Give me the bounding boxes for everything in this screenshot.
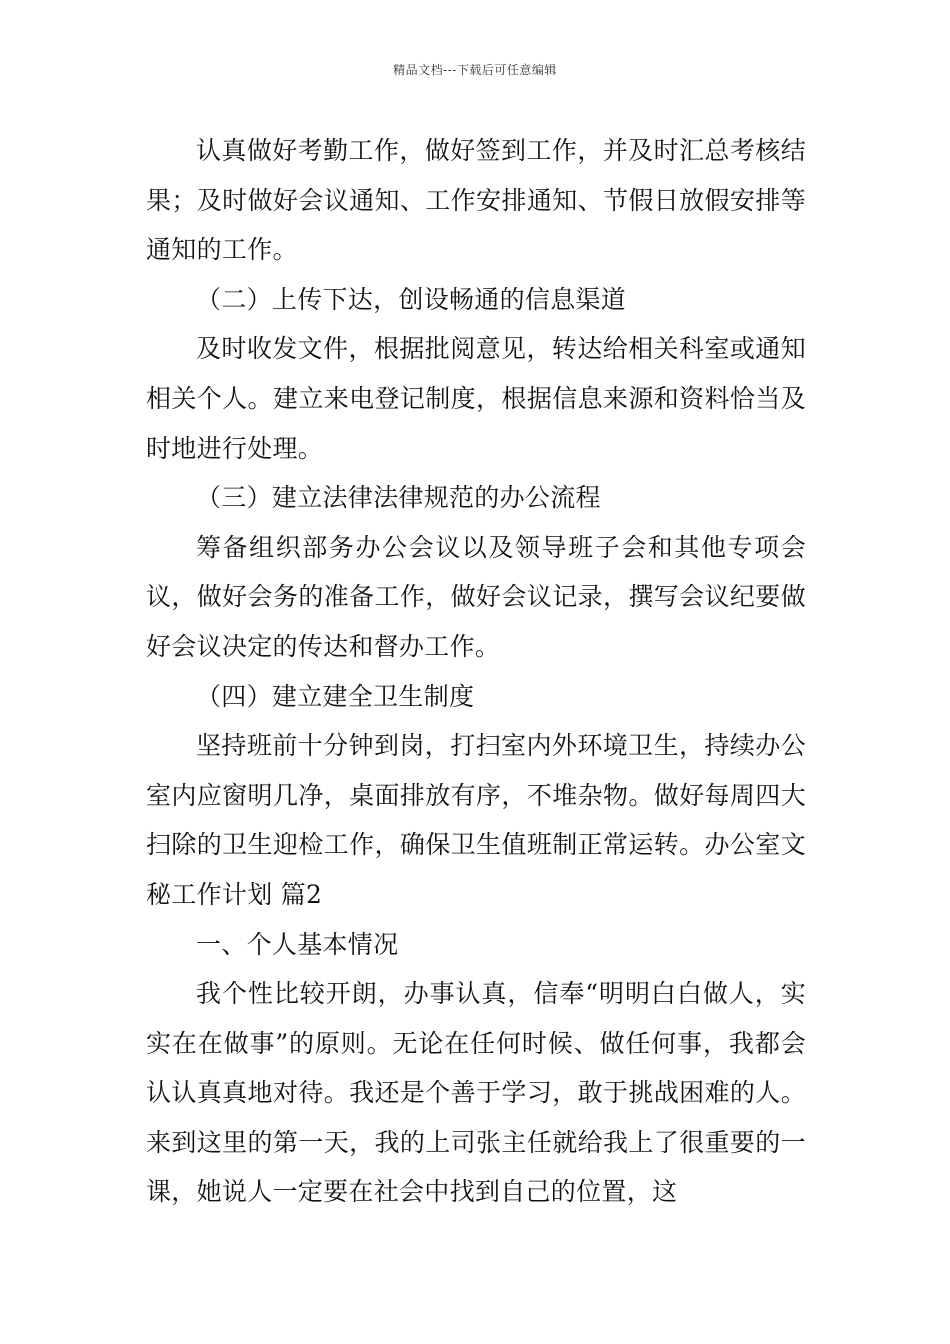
paragraph-meetings: 筹备组织部务办公会议以及领导班子会和其他专项会议，做好会务的准备工作，做好会议记录，撰写会议纪要做好会议决定的传达和督办工作。 [146,532,806,661]
paragraph-personal: 我个性比较开朗，办事认真，信奉“明明白白做人，实实在在做事”的原则。无论在任何时候、做任何事，我都会认认真真地对待。我还是个善于学习，敢于挑战困难的人。来到这里的第一天，我的上司张主任就给我上了很重要的一课，她说人一定要在社会中找到自己的位置，这 [146,979,806,1207]
heading-personal-info: 一、个人基本情况 [196,929,399,959]
paragraph-documents: 及时收发文件，根据批阅意见，转达给相关科室或通知相关个人。建立来电登记制度，根据信息来源和资料恰当及时地进行处理。 [146,334,806,463]
document-body [146,126,806,1217]
heading-section-4: （四）建立建全卫生制度 [196,681,475,711]
paragraph-hygiene: 坚持班前十分钟到岗，打扫室内外环境卫生，持续办公室内应窗明几净，桌面排放有序，不堆杂物。做好每周四大扫除的卫生迎检工作，确保卫生值班制正常运转。办公室文秘工作计划 篇2 [146,731,806,909]
page-header: 精品文档---下载后可任意编辑 [393,63,557,77]
heading-section-3: （三）建立法律法律规范的办公流程 [196,483,601,513]
paragraph-attendance: 认真做好考勤工作，做好签到工作，并及时汇总考核结果；及时做好会议通知、工作安排通知、节假日放假安排等通知的工作。 [146,136,806,265]
heading-section-2: （二）上传下达，创设畅通的信息渠道 [196,284,627,314]
